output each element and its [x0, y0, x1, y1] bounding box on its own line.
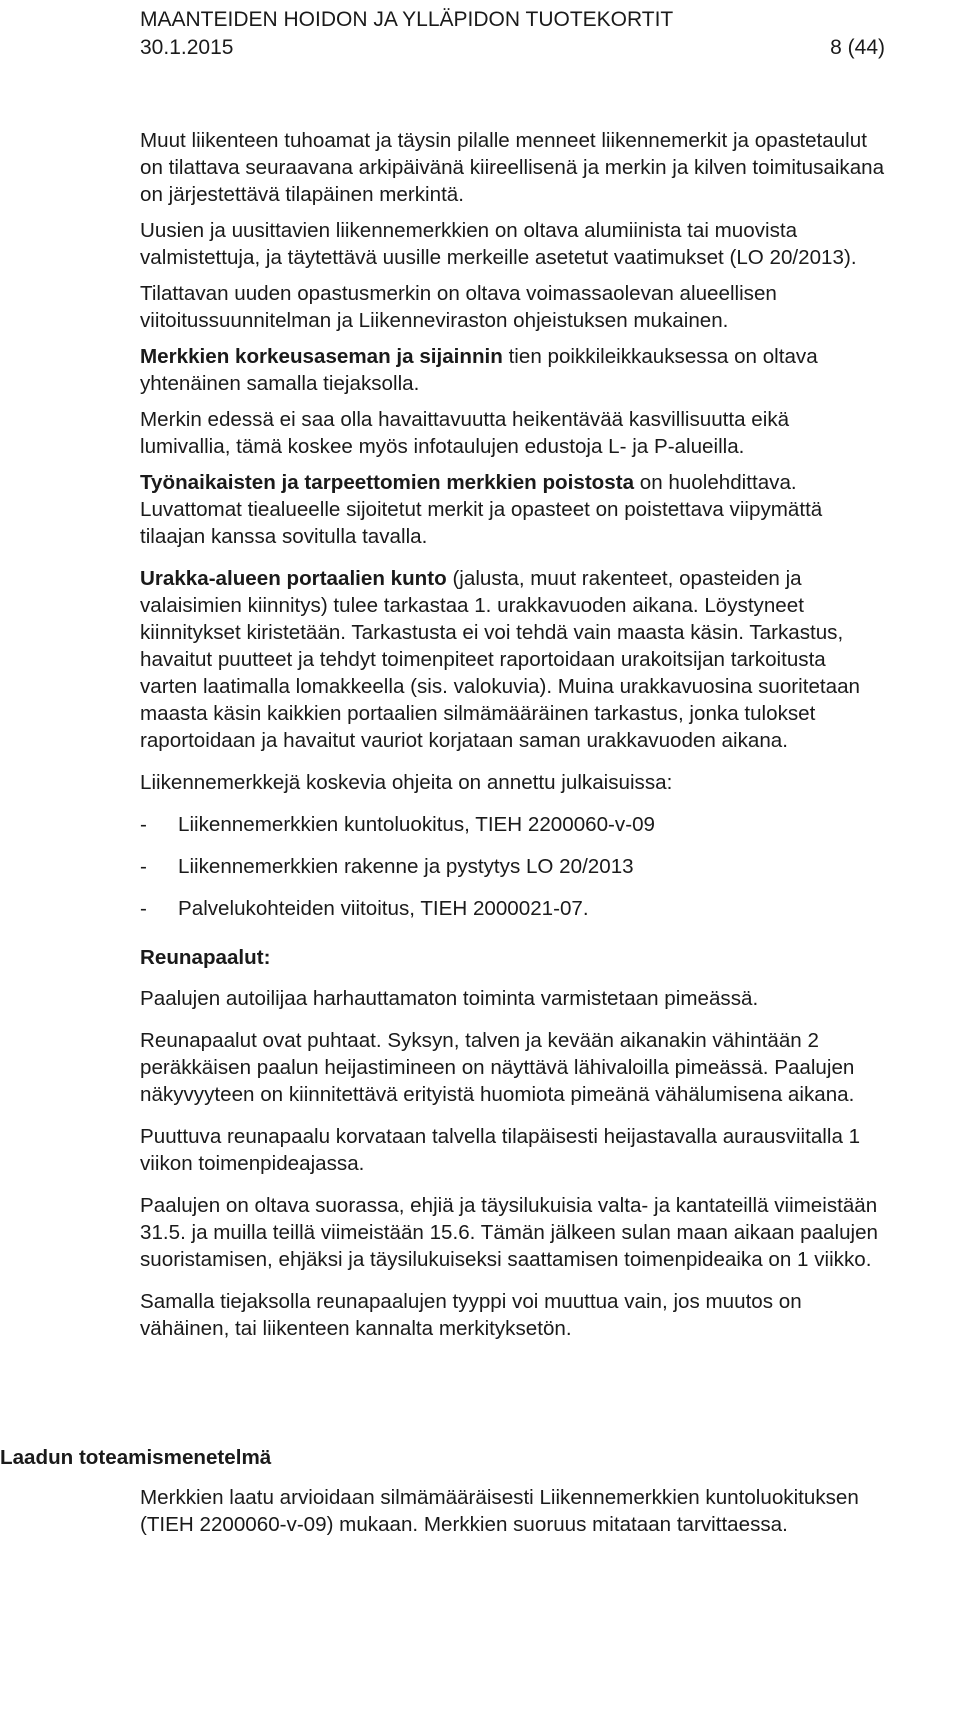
paragraph-posts-clean: Reunapaalut ovat puhtaat. Syksyn, talven ja kevään aikanakin vähintään 2 peräkkäisen paalun heijastimineen on näyttävä lähivaloilla pimeässä. Paalujen näkyvyyteen on kiinnitettävä erityistä huomiota pimeänä vähälumisena aikana. — [140, 1029, 855, 1106]
paragraph-visibility: Merkin edessä ei saa olla havaittavuutta heikentävää kasvillisuutta eikä lumivallia, tämä koskee myös infotaulujen edustoja L- ja P-alueilla. — [140, 408, 790, 458]
paragraph-missing-post: Puuttuva reunapaalu korvataan talvella tilapäisesti heijastavalla aurausviitalla 1 viikon toimenpideajassa. — [140, 1125, 861, 1175]
paragraph-posts-darkness: Paalujen autoilijaa harhauttamaton toiminta varmistetaan pimeässä. — [140, 987, 759, 1010]
main-content — [140, 127, 885, 1351]
paragraph-publications-intro: Liikennemerkkejä koskevia ohjeita on annettu julkaisuissa: — [140, 771, 673, 794]
list-item: - Liikennemerkkien rakenne ja pystytys LO 20/2013 — [140, 855, 634, 878]
document-title: MAANTEIDEN HOIDON JA YLLÄPIDON TUOTEKORTIT — [140, 8, 674, 31]
paragraph-quality-method: Merkkien laatu arvioidaan silmämääräisesti Liikennemerkkien kuntoluokituksen (TIEH 2200060-v-09) mukaan. Merkkien suoruus mitataan tarvittaessa. — [140, 1486, 859, 1536]
paragraph-new-signs-material: Uusien ja uusittavien liikennemerkkien on oltava alumiinista tai muovista valmistettuja, ja täytettävä uusille merkeille asetetut vaatimukset (LO 20/2013). — [140, 219, 857, 269]
section-heading-reunapaalut: Reunapaalut: — [140, 946, 271, 969]
quality-section — [140, 1484, 885, 1538]
paragraph-sign-removal: Työnaikaisten ja tarpeettomien merkkien poistosta on huolehdittava. Luvattomat tiealueelle sijoitetut merkit ja opasteet on poistettava viipymättä tilaajan kanssa sovitulla tavalla. — [140, 471, 823, 548]
paragraph-guide-sign-plan: Tilattavan uuden opastusmerkin on oltava voimassaolevan alueellisen viitoitussuunnitelman ja Liikenneviraston ohjeistuksen mukainen. — [140, 282, 777, 332]
bold-term: Urakka-alueen portaalien kunto — [140, 567, 447, 590]
paragraph-portal-condition: Urakka-alueen portaalien kunto (jalusta, muut rakenteet, opasteiden ja valaisimien kiinnitys) tulee tarkastaa 1. urakkavuoden aikana. Löystyneet kiinnitykset kiristetään. Tarkastusta ei voi tehdä vain maasta käsin. Tarkastus, havaitut puutteet ja tehdyt toimenpiteet raportoidaan urakoitsijan tarkoitusta varten laatimalla lomakkeella (sis. valokuvia). Muina urakkavuosina suoritetaan maasta käsin kaikkien portaalien silmämääräinen tarkastus, jonka tulokset raportoidaan ja havaitut vauriot korjataan saman urakkavuoden aikana. — [140, 567, 860, 752]
paragraph-damaged-signs: Muut liikenteen tuhoamat ja täysin pilalle menneet liikennemerkit ja opastetaulut on tilattava seuraavana arkipäivänä kiireellisenä ja merkin ja kilven toimitusaikana on järjestettävä tilapäinen merkintä. — [140, 129, 885, 206]
list-item: - Liikennemerkkien kuntoluokitus, TIEH 2200060-v-09 — [140, 813, 655, 836]
paragraph-sign-position: Merkkien korkeusaseman ja sijainnin tien poikkileikkauksessa on oltava yhtenäinen samalla tiejaksolla. — [140, 345, 818, 395]
paragraph-post-type: Samalla tiejaksolla reunapaalujen tyyppi voi muuttua vain, jos muutos on vähäinen, tai liikenteen kannalta merkityksetön. — [140, 1290, 802, 1340]
bold-term: Merkkien korkeusaseman ja sijainnin — [140, 345, 503, 368]
document-date: 30.1.2015 — [140, 36, 234, 59]
section-heading-quality: Laadun toteamismenetelmä — [0, 1446, 272, 1469]
publication-list — [140, 811, 885, 922]
page-header — [140, 6, 885, 62]
paragraph-posts-straight: Paalujen on oltava suorassa, ehjiä ja täysilukuisia valta- ja kantateillä viimeistään 31.5. ja muilla teillä viimeistään 15.6. Tämän jälkeen sulan maan aikaan paalujen suoristamisen, ehjäksi ja täysilukuiseksi saattamisen toimenpideaika on 1 viikko. — [140, 1194, 879, 1271]
header-meta — [140, 34, 885, 62]
page-number: 8 (44) — [830, 36, 885, 59]
bold-term: Työnaikaisten ja tarpeettomien merkkien poistosta — [140, 471, 635, 494]
list-item: - Palvelukohteiden viitoitus, TIEH 2000021-07. — [140, 897, 589, 920]
